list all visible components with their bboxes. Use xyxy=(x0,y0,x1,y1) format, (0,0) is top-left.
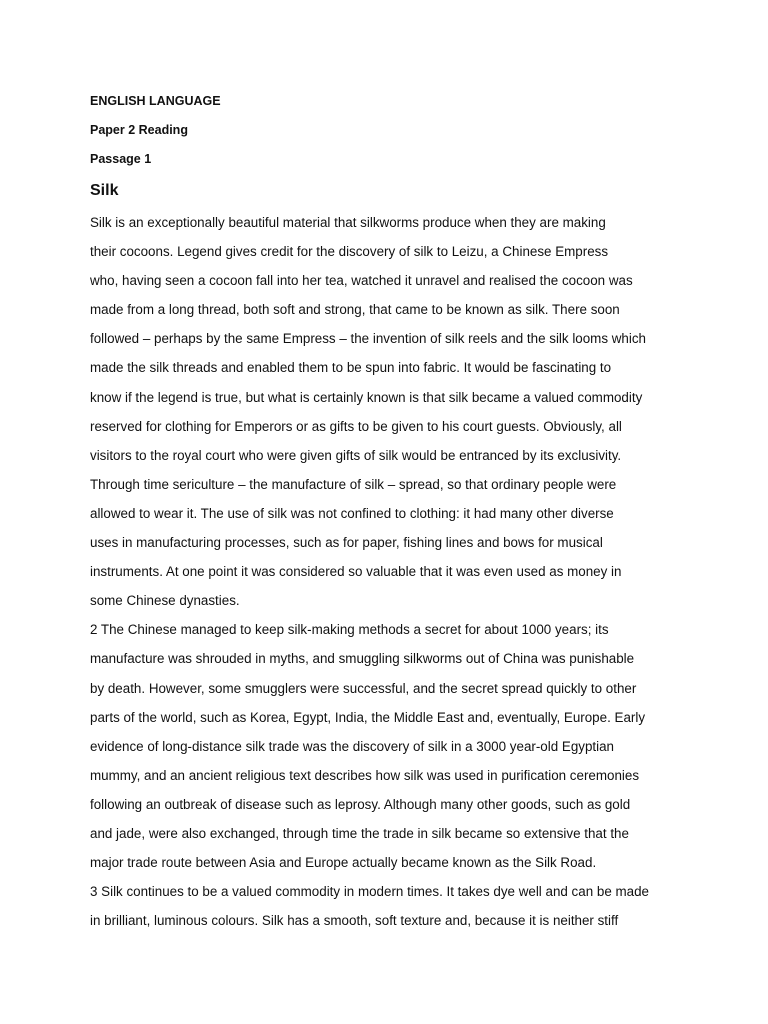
text-line: their cocoons. Legend gives credit for the discovery of silk to Leizu, a Chinese Empress xyxy=(90,244,609,260)
text-line: know if the legend is true, but what is certainly known is that silk became a valued commodity xyxy=(90,389,643,405)
text-line: in brilliant, luminous colours. Silk has a smooth, soft texture and, because it is neither stiff xyxy=(90,913,619,929)
text-line: evidence of long-distance silk trade was the discovery of silk in a 3000 year-old Egyptian xyxy=(90,738,615,754)
text-line: allowed to wear it. The use of silk was not confined to clothing: it had many other diverse xyxy=(90,505,614,521)
text-line: made the silk threads and enabled them to be spun into fabric. It would be fascinating to xyxy=(90,360,612,376)
text-line: made from a long thread, both soft and strong, that came to be known as silk. There soon xyxy=(90,302,620,318)
text-line: some Chinese dynasties. xyxy=(90,593,240,609)
text-line: 3 Silk continues to be a valued commodity in modern times. It takes dye well and can be made xyxy=(90,884,649,900)
text-line: followed – perhaps by the same Empress – the invention of silk reels and the silk looms which xyxy=(90,331,646,347)
subject-heading: ENGLISH LANGUAGE xyxy=(90,94,221,108)
text-line: manufacture was shrouded in myths, and smuggling silkworms out of China was punishable xyxy=(90,651,635,667)
text-line: mummy, and an ancient religious text describes how silk was used in purification ceremonies xyxy=(90,767,640,783)
text-line: who, having seen a cocoon fall into her tea, watched it unravel and realised the cocoon was xyxy=(90,273,633,289)
passage-body xyxy=(90,208,730,935)
text-line: parts of the world, such as Korea, Egypt, India, the Middle East and, eventually, Europe. Early xyxy=(90,709,646,725)
text-line: by death. However, some smugglers were successful, and the secret spread quickly to other xyxy=(90,680,637,696)
text-line: visitors to the royal court who were given gifts of silk would be entranced by its exclusivity. xyxy=(90,447,622,463)
text-line: Through time sericulture – the manufacture of silk – spread, so that ordinary people were xyxy=(90,476,617,492)
text-line: major trade route between Asia and Europe actually became known as the Silk Road. xyxy=(90,855,597,871)
text-line: Silk is an exceptionally beautiful material that silkworms produce when they are making xyxy=(90,215,606,230)
paper-heading: Paper 2 Reading xyxy=(90,123,188,137)
text-line: uses in manufacturing processes, such as for paper, fishing lines and bows for musical xyxy=(90,535,603,551)
text-line: instruments. At one point it was considered so valuable that it was even used as money in xyxy=(90,564,622,580)
passage-title: Silk xyxy=(90,182,119,199)
passage-heading: Passage 1 xyxy=(90,152,152,166)
text-line: and jade, were also exchanged, through time the trade in silk became so extensive that the xyxy=(90,825,629,841)
text-line: 2 The Chinese managed to keep silk-making methods a secret for about 1000 years; its xyxy=(90,622,609,638)
text-line: reserved for clothing for Emperors or as gifts to be given to his court guests. Obviously, all xyxy=(90,418,622,434)
text-line: following an outbreak of disease such as leprosy. Although many other goods, such as gold xyxy=(90,796,631,812)
